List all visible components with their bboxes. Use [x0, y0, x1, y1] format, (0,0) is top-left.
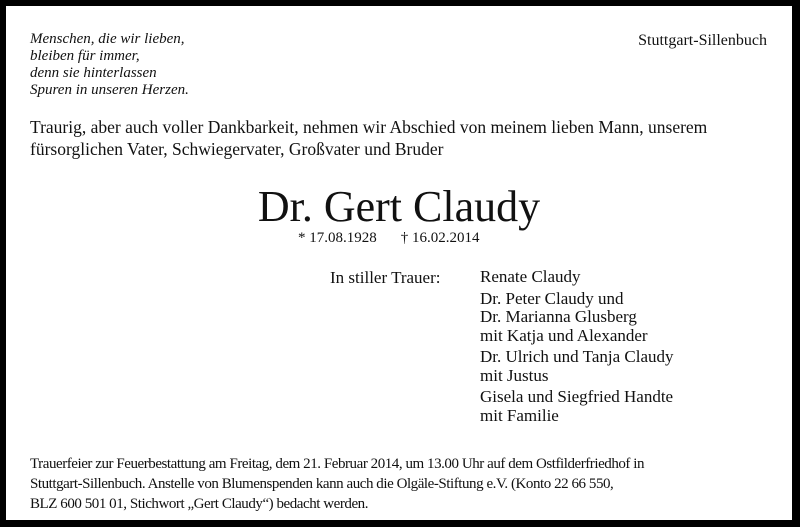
mourner-line: mit Katja und Alexander: [480, 325, 648, 345]
poem-line: Spuren in unseren Herzen.: [30, 82, 189, 98]
intro-text: [30, 116, 707, 160]
mourner-group: [480, 348, 674, 385]
footer-line: BLZ 600 501 01, Stichwort „Gert Claudy“) bedacht werden.: [30, 496, 369, 512]
funeral-info: [30, 454, 644, 514]
death-date: † 16.02.2014: [400, 230, 480, 246]
mourner-line: Renate Claudy: [480, 267, 581, 286]
intro-line: Traurig, aber auch voller Dankbarkeit, nehmen wir Abschied von meinem lieben Mann, unserem: [30, 117, 708, 137]
life-dates: [298, 230, 504, 247]
birth-date: * 17.08.1928: [298, 230, 377, 246]
poem: [30, 31, 189, 99]
obituary-notice: [6, 6, 792, 520]
mourner-line: Dr. Marianna Glusberg: [480, 307, 637, 326]
mourner-line: mit Familie: [480, 405, 559, 425]
mourners-label: In stiller Trauer:: [330, 268, 441, 287]
deceased-name: Dr. Gert Claudy: [257, 182, 541, 231]
mourner-line: mit Justus: [480, 365, 549, 385]
mourner-group: [480, 388, 674, 425]
footer-line: Stuttgart-Sillenbuch. Anstelle von Blumenspenden kann auch die Olgäle-Stiftung e.V. (Konto 22 66 550,: [30, 476, 614, 492]
footer-line: Trauerfeier zur Feuerbestattung am Freitag, dem 21. Februar 2014, um 13.00 Uhr auf dem Ostfilderfriedhof in: [30, 456, 645, 472]
mourner-line: Dr. Ulrich und Tanja Claudy: [480, 347, 674, 366]
poem-line: Menschen, die wir lieben,: [30, 31, 185, 47]
poem-line: bleiben für immer,: [30, 48, 140, 64]
mourner-group: [480, 290, 674, 346]
mourners-list: [480, 268, 674, 428]
mourner-group: [480, 268, 674, 287]
intro-line: fürsorglichen Vater, Schwiegervater, Großvater und Bruder: [30, 139, 444, 159]
place: Stuttgart-Sillenbuch: [638, 32, 767, 49]
mourner-line: Dr. Peter Claudy und: [480, 288, 624, 308]
mourner-line: Gisela und Siegfried Handte: [480, 387, 674, 406]
poem-line: denn sie hinterlassen: [30, 65, 157, 81]
